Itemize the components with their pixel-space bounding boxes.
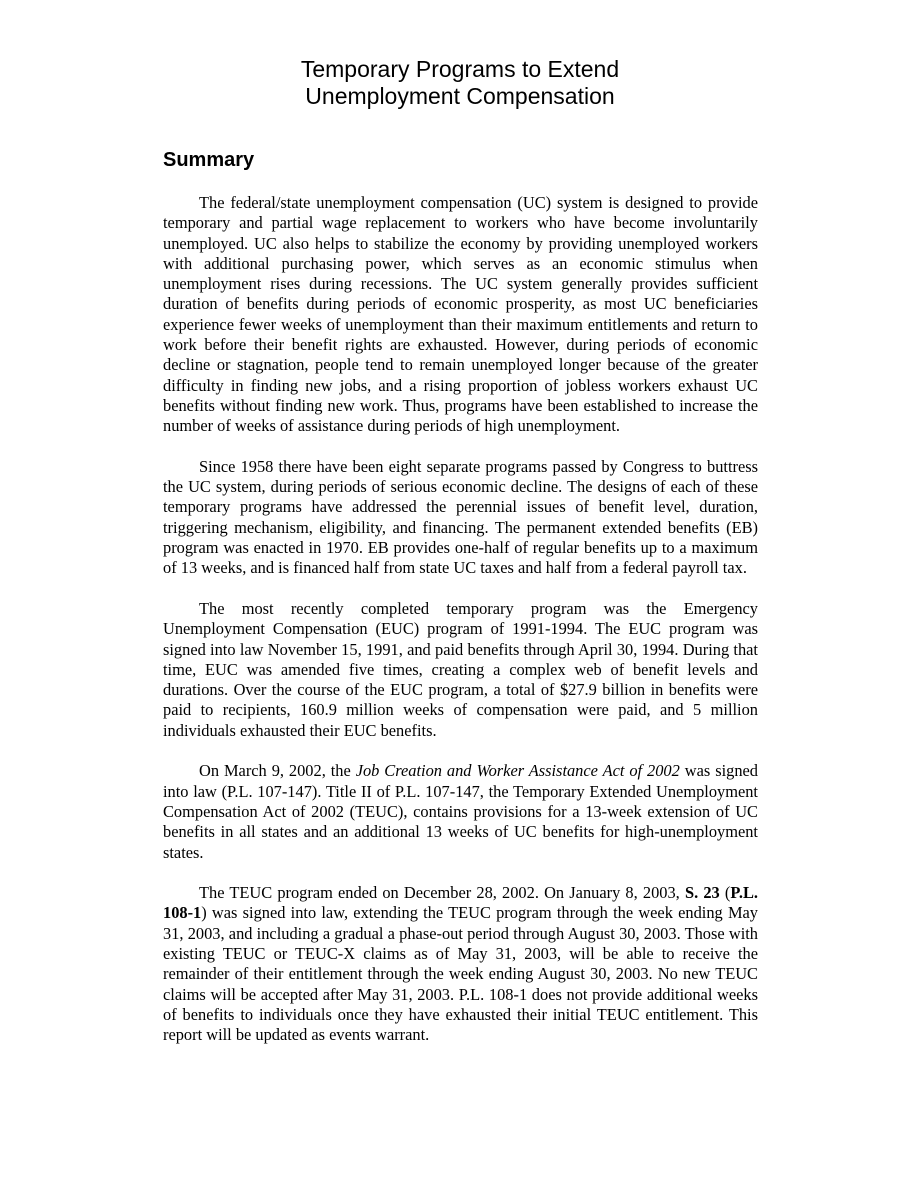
document-title bbox=[0, 56, 920, 110]
document-title-line-2: Unemployment Compensation bbox=[305, 83, 615, 109]
section-heading-summary: Summary bbox=[163, 149, 255, 171]
paragraph-4-text-end: was signed into law (P.L. 107-147). Title II of P.L. 107-147, the Temporary Extended Unemployment Compensation Act of 2002 (TEUC), contains provisions for a 13-week extension of UC benefits in all states and an additional 13 weeks of UC benefits for high-unemployment states. bbox=[163, 761, 758, 862]
document-title-line-1: Temporary Programs to Extend bbox=[300, 56, 620, 82]
paragraph-2: Since 1958 there have been eight separate programs passed by Congress to buttress the UC system, during periods of serious economic decline. The designs of each of these temporary programs have addressed the perennial issues of benefit level, duration, triggering mechanism, eligibility, and financing. The permanent extended benefits (EB) program was enacted in 1970. EB provides one-half of regular benefits up to a maximum of 13 weeks, and is financed half from state UC taxes and half from a federal payroll tax. bbox=[163, 456, 758, 578]
paragraph-5-text-end: ) was signed into law, extending the TEUC program through the week ending May 31, 2003, and including a gradual a phase-out period through August 30, 2003. Those with existing TEUC or TEUC-X claims as of May 31, 2003, will be able to receive the remainder of their entitlement through the week ending August 30, 2003. No new TEUC claims will be accepted after May 31, 2003. P.L. 108-1 does not provide additional weeks of benefits to individuals once they have exhausted their initial TEUC entitlement. This report will be updated as events warrant. bbox=[163, 903, 758, 1045]
paragraph-4 bbox=[163, 761, 758, 862]
act-title-italic: Job Creation and Worker Assistance Act of 2002 bbox=[355, 761, 680, 781]
paragraph-4-text-start: On March 9, 2002, the bbox=[199, 761, 356, 781]
paragraph-1: The federal/state unemployment compensation (UC) system is designed to provide temporary and partial wage replacement to workers who have become involuntarily unemployed. UC also helps to stabilize the economy by providing unemployed workers with additional purchasing power, which serves as an economic stimulus when unemployment rises during recessions. The UC system generally provides sufficient duration of benefits during periods of economic prosperity, as most UC beneficiaries experience fewer weeks of unemployment than their maximum entitlements and return to work before their benefit rights are exhausted. However, during periods of economic decline or stagnation, people tend to remain unemployed longer because of the greater difficulty in finding new jobs, and a rising proportion of jobless workers exhaust UC benefits without finding new work. Thus, programs have been established to increase the number of weeks of assistance during periods of high unemployment. bbox=[163, 193, 758, 436]
paragraph-3: The most recently completed temporary program was the Emergency Unemployment Compensation (EUC) program of 1991-1994. The EUC program was signed into law November 15, 1991, and paid benefits through April 30, 1994. During that time, EUC was amended five times, creating a complex web of benefit levels and durations. Over the course of the EUC program, a total of $27.9 billion in benefits were paid to recipients, 160.9 million weeks of compensation were paid, and 5 million individuals exhausted their EUC benefits. bbox=[163, 598, 758, 740]
public-law-bold: P.L. 108-1 bbox=[163, 883, 759, 923]
bill-number-bold: S. 23 bbox=[684, 883, 720, 903]
paragraph-5-text-start: The TEUC program ended on December 28, 2002. On January 8, 2003, bbox=[199, 883, 685, 903]
paragraph-5-paren: ( bbox=[719, 883, 731, 903]
summary-body bbox=[163, 193, 758, 1045]
paragraph-5 bbox=[163, 883, 758, 1045]
